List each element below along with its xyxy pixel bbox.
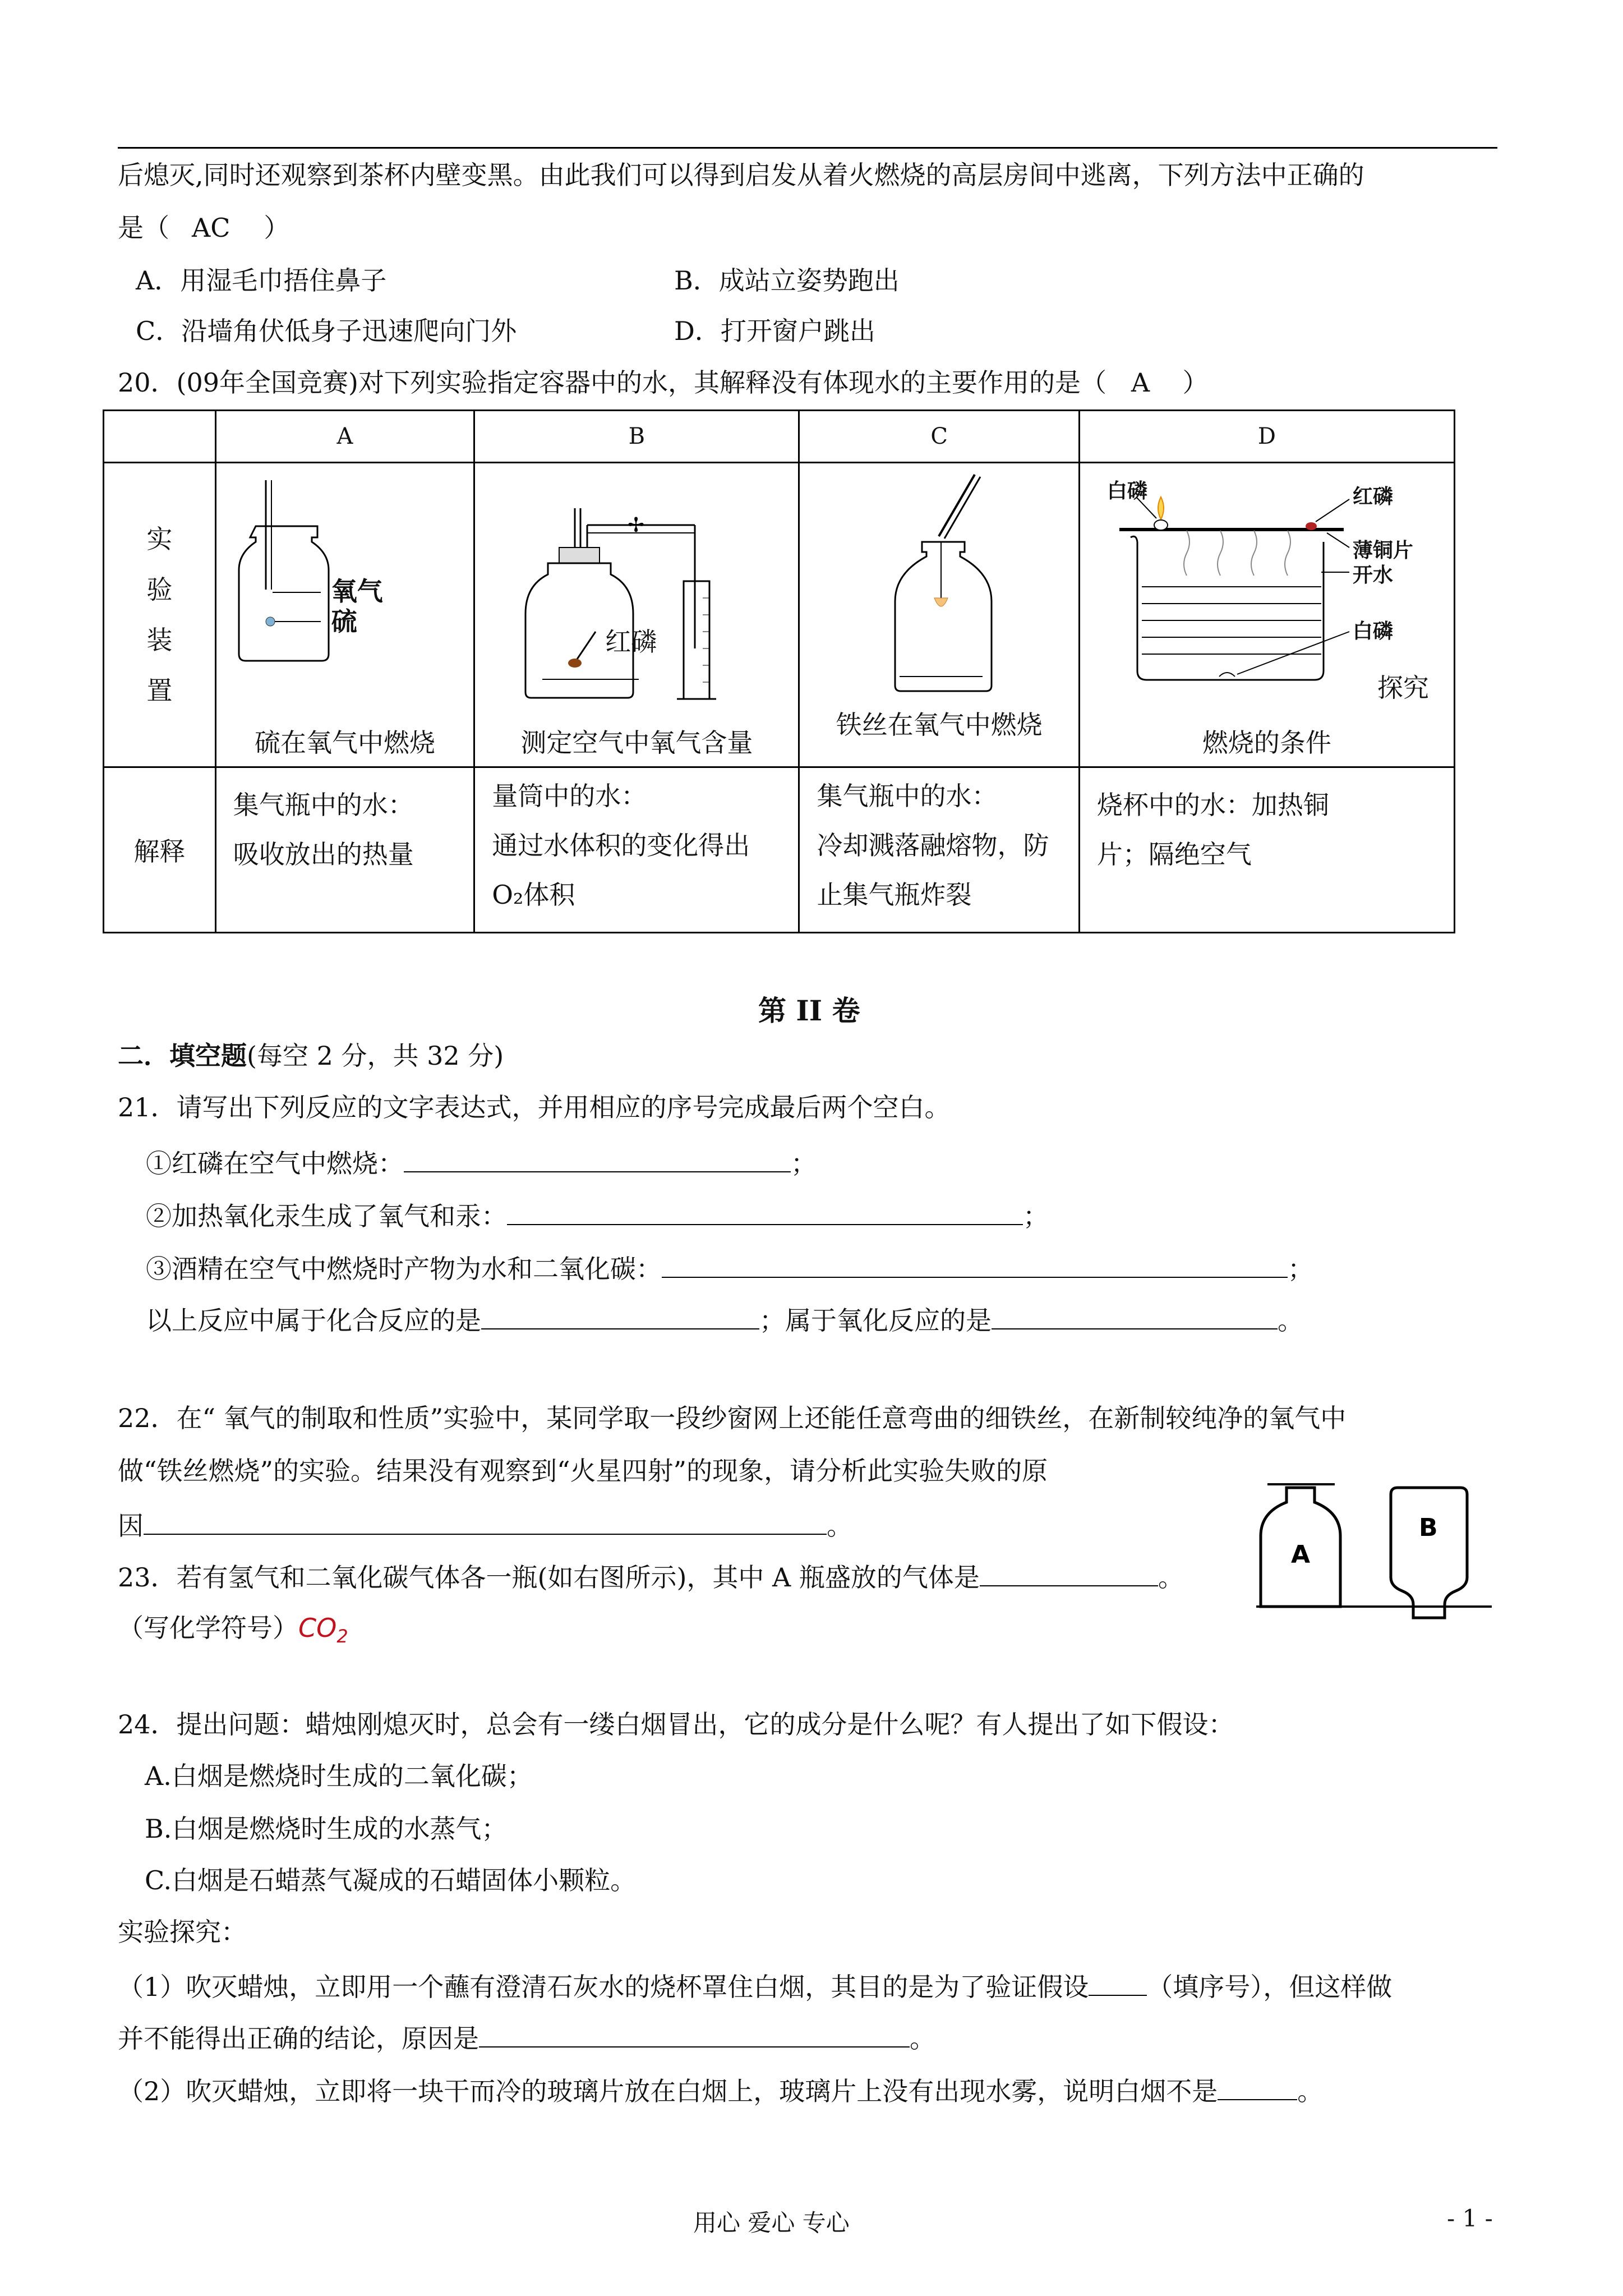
- q22-line2: 做“铁丝燃烧”的实验。结果没有观察到“火星四射”的现象，请分析此实验失败的原: [118, 1456, 1048, 1486]
- col-header-d: D: [1079, 411, 1454, 463]
- q24-stem: 24．提出问题：蜡烛刚熄灭时，总会有一缕白烟冒出，它的成分是什么呢？有人提出了如下假设：: [118, 1709, 1234, 1740]
- caption-b: 测定空气中氧气含量: [520, 728, 753, 758]
- col-header-c: C: [799, 411, 1079, 463]
- experiment-table: [103, 409, 1455, 933]
- table-corner: [104, 411, 216, 463]
- col-header-b: B: [474, 411, 799, 463]
- explanation-c: 集气瓶中的水： 冷却溅落融熔物，防 止集气瓶炸裂: [799, 767, 1079, 933]
- q24-explore-heading: 实验探究：: [118, 1917, 247, 1947]
- q24-hypothesis-a: A.白烟是燃烧时生成的二氧化碳；: [145, 1761, 533, 1791]
- q21-stem: 21．请写出下列反应的文字表达式，并用相应的序号完成最后两个空白。: [118, 1092, 951, 1122]
- caption-a: 硫在氧气中燃烧: [254, 728, 435, 758]
- oxygen-content-figure: [475, 463, 800, 766]
- q23-blank[interactable]: [980, 1558, 1158, 1586]
- q21-blank-2[interactable]: [507, 1197, 1023, 1225]
- figure-cell-d: [1079, 463, 1454, 767]
- q24-blank-reason[interactable]: [479, 2019, 910, 2047]
- q21-blank-1[interactable]: [404, 1144, 791, 1172]
- label-white-phosphorus-top: 白磷: [1106, 480, 1147, 503]
- label-hot-water: 开水: [1352, 564, 1393, 587]
- caption-d: 燃烧的条件: [1202, 728, 1331, 758]
- svg-text:✢: ✢: [628, 514, 645, 537]
- q22-blank[interactable]: [144, 1507, 827, 1535]
- q21-item-2: ②加热氧化汞生成了氧气和汞： ；: [146, 1197, 1049, 1233]
- q22-line1: 22．在“ 氧气的制取和性质”实验中，某同学取一段纱窗网上还能任意弯曲的细铁丝，在新制较纯净的氧气中: [118, 1403, 1347, 1433]
- row-label-explanation: 解释: [104, 767, 216, 933]
- caption-c: 铁丝在氧气中燃烧: [836, 710, 1043, 740]
- section-heading: 二．填空题(每空 2 分，共 32 分): [118, 1041, 504, 1071]
- label-sulfur: 硫: [331, 606, 357, 637]
- combustion-conditions-figure: [1080, 463, 1456, 766]
- q19-option-a: A．用湿毛巾捂住鼻子: [136, 265, 387, 296]
- q21-blank-combination[interactable]: [481, 1301, 759, 1329]
- caption-d-prefix: 探究: [1377, 673, 1429, 703]
- q19-option-d: D．打开窗户跳出: [674, 316, 875, 346]
- q22-line3: 因 。: [118, 1507, 852, 1543]
- q24-blank-not[interactable]: [1218, 2072, 1297, 2100]
- q24-hypothesis-c: C.白烟是石蜡蒸气凝成的石蜡固体小颗粒。: [145, 1865, 637, 1895]
- q24-hypothesis-b: B.白烟是燃烧时生成的水蒸气；: [145, 1814, 508, 1844]
- label-copper-sheet: 薄铜片: [1352, 539, 1413, 562]
- explanation-b: 量筒中的水： 通过水体积的变化得出 O₂体积: [474, 767, 799, 933]
- q19-line1: 后熄灭,同时还观察到茶杯内壁变黑。由此我们可以得到启发从着火燃烧的高层房间中逃离，下列方法中正确的: [118, 160, 1364, 190]
- q24-part2: （2）吹灭蜡烛，立即将一块干而冷的玻璃片放在白烟上，玻璃片上没有出现水雾，说明白烟不是 。: [118, 2072, 1323, 2108]
- q23-line1: 23．若有氢气和二氧化碳气体各一瓶(如右图所示)，其中 A 瓶盛放的气体是 。: [118, 1558, 1184, 1594]
- row-label-apparatus: 实 验 装 置: [104, 463, 216, 767]
- figure-cell-c: [799, 463, 1079, 767]
- label-red-phosphorus: 红磷: [605, 627, 657, 657]
- header-rule: [118, 147, 1497, 149]
- q23-line2: （写化学符号）$CO_2$: [118, 1613, 348, 1648]
- explanation-a: 集气瓶中的水： 吸收放出的热量: [215, 767, 474, 933]
- q24-part1-line1: （1）吹灭蜡烛，立即用一个蘸有澄清石灰水的烧杯罩住白烟，其目的是为了验证假设 （填序号），但这样做: [118, 1968, 1392, 2004]
- figure-cell-b: [474, 463, 799, 767]
- explanation-d: 烧杯中的水：加热铜 片；隔绝空气: [1079, 767, 1454, 933]
- q24-part1-line2: 并不能得出正确的结论，原因是 。: [118, 2019, 935, 2055]
- q21-item-3: ③酒精在空气中燃烧时产物为水和二氧化碳： ；: [146, 1250, 1313, 1286]
- q21-blank-3[interactable]: [662, 1250, 1288, 1278]
- q19-option-b: B．成站立姿势跑出: [674, 265, 900, 296]
- q19-option-c: C．沿墙角伏低身子迅速爬向门外: [136, 316, 517, 346]
- gas-bottles-figure: [1251, 1481, 1497, 1627]
- bottle-b-label: B: [1419, 1513, 1438, 1542]
- q21-blank-oxidation[interactable]: [992, 1301, 1278, 1329]
- q19-answer: AC: [192, 213, 230, 243]
- figure-cell-a: [215, 463, 474, 767]
- label-white-phosphorus-bottom: 白磷: [1352, 620, 1393, 643]
- label-oxygen: 氧气: [331, 576, 383, 606]
- q21-last-line: 以上反应中属于化合反应的是 ；属于氧化反应的是 。: [146, 1301, 1303, 1337]
- bottle-a-label: A: [1291, 1540, 1311, 1569]
- footer-motto: 用心 爱心 专心: [693, 2209, 850, 2237]
- q23-answer: CO: [298, 1613, 337, 1643]
- label-red-phosphorus-d: 红磷: [1352, 485, 1393, 508]
- section-title: 第 II 卷: [758, 994, 860, 1027]
- col-header-a: A: [215, 411, 474, 463]
- q24-blank-hypothesis[interactable]: [1089, 1968, 1147, 1996]
- q20-stem: 20．(09年全国竞赛)对下列实验指定容器中的水，其解释没有体现水的主要作用的是（ A ）: [118, 367, 1209, 398]
- q19-line2: 是（ AC ）: [118, 213, 290, 243]
- q21-item-1: ①红磷在空气中燃烧： ；: [146, 1144, 817, 1180]
- page-number: - 1 -: [1447, 2205, 1493, 2232]
